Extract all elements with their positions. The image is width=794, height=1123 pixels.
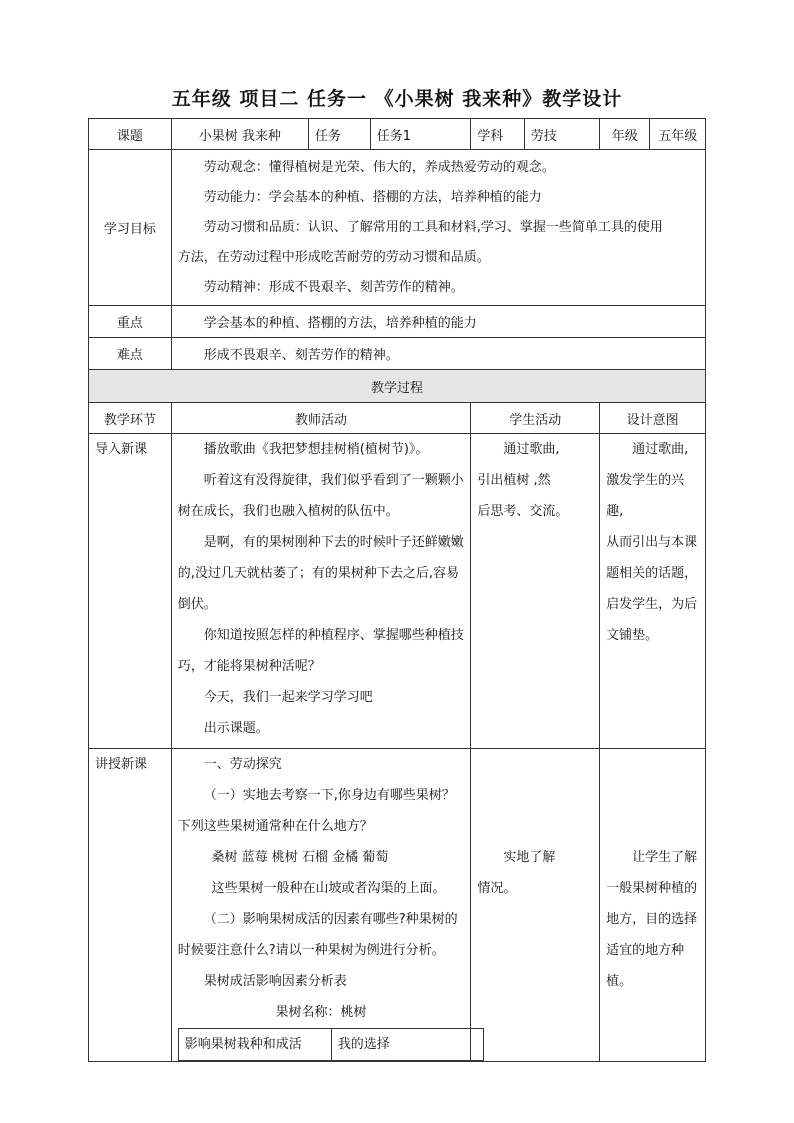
- text-line: 今天，我们一起来学习学习吧: [203, 690, 373, 705]
- text-line: 从而引出与本课: [606, 535, 698, 550]
- choice-column-header: 我的选择: [331, 1029, 483, 1061]
- key-point-text: 学会基本的种植、搭棚的方法，培养种植的能力: [203, 316, 477, 331]
- text-line: 倒伏。: [177, 597, 217, 612]
- lecture-row: [89, 749, 706, 1062]
- goal-line: 劳动能力：学会基本的种植、搭棚的方法，培养种植的能力: [203, 189, 542, 205]
- text-line: 让学生了解: [632, 850, 698, 865]
- text-line: 你知道按照怎样的种植程序、掌握哪些种植技: [203, 628, 464, 643]
- text-line: 出示课题。: [203, 721, 269, 736]
- text-line: 这些果树一般种在山坡或者沟渠的上面。: [211, 881, 446, 896]
- column-header-teacher: 教师活动: [171, 403, 471, 434]
- text-line: 果树成活影响因素分析表: [203, 974, 347, 989]
- text-line: 适宜的地方种植。: [606, 943, 685, 989]
- text-line: 通过歌曲,: [632, 442, 689, 457]
- column-header-stage: 教学环节: [89, 403, 172, 434]
- task-value: 任务1: [370, 119, 471, 150]
- text-line: 听着这有没得旋律，我们似乎看到了一颗颗小: [203, 473, 464, 488]
- column-header-intent: 设计意图: [600, 403, 706, 434]
- key-point-label: 重点: [89, 306, 172, 338]
- lesson-plan-table: [88, 118, 706, 1062]
- task-label: 任务: [308, 119, 370, 150]
- text-line: 实地了解: [503, 850, 556, 865]
- lecture-teacher-activity: [171, 749, 471, 1062]
- text-line: 引出植树 ,然: [477, 473, 551, 488]
- factor-analysis-table: [178, 1028, 484, 1061]
- document-title: 五年级 项目二 任务一 《小果树 我来种》教学设计: [171, 88, 623, 110]
- text-line: 是啊，有的果树刚种下去的时候叶子还鲜嫩嫩: [203, 535, 464, 550]
- process-heading: 教学过程: [89, 370, 706, 403]
- goals-label: 学习目标: [89, 150, 172, 306]
- column-header-student: 学生活动: [471, 403, 600, 434]
- text-line: 树在成长，我们也融入植树的队伍中。: [177, 504, 399, 519]
- text-line: 下列这些果树通常种在什么地方？: [177, 819, 373, 834]
- intro-teacher-activity: [171, 434, 471, 749]
- intro-student-activity: [471, 434, 600, 749]
- text-line: 果树名称：桃树: [275, 1005, 367, 1020]
- factor-column-header: 影响果树栽种和成活: [178, 1029, 331, 1061]
- grade-label: 年级: [600, 119, 650, 150]
- lecture-stage: 讲授新课: [89, 749, 172, 1062]
- text-line: 地方，目的选择: [606, 912, 698, 927]
- text-line: 的,没过几天就枯萎了；有的果树种下去之后,容易: [177, 566, 460, 581]
- goal-line: 劳动习惯和品质：认识、了解常用的工具和材料,学习、掌握一些简单工具的使用: [203, 219, 663, 235]
- subject-label: 学科: [471, 119, 524, 150]
- lecture-student-activity: [471, 749, 600, 1062]
- text-line: 时候要注意什么?请以一种果树为例进行分析。: [177, 943, 445, 958]
- topic-value: 小果树 我来种: [171, 119, 308, 150]
- goals-row: [89, 150, 706, 306]
- key-point-row: [89, 306, 706, 338]
- grade-value: 五年级: [650, 119, 706, 150]
- text-line: 激发学生的兴趣,: [606, 473, 685, 519]
- goal-line: 方法，在劳动过程中形成吃苦耐劳的劳动习惯和品质。: [177, 249, 490, 265]
- text-line: 文铺垫。: [606, 628, 659, 643]
- fruit-list: 桑树 蓝莓 桃树 石榴 金橘 葡萄: [211, 850, 389, 865]
- difficulty-text: 形成不畏艰辛、刻苦劳作的精神。: [203, 348, 399, 363]
- text-line: 通过歌曲,: [503, 442, 560, 457]
- subject-value: 劳技: [524, 119, 599, 150]
- goal-line: 劳动观念：懂得植树是光荣、伟大的，养成热爱劳动的观念。: [203, 159, 555, 175]
- lecture-design-intent: [600, 749, 706, 1062]
- intro-stage: 导入新课: [89, 434, 172, 749]
- text-line: 后思考、交流。: [477, 504, 569, 519]
- text-line: 播放歌曲《我把梦想挂树梢(植树节)》。: [203, 442, 429, 457]
- text-line: 巧，才能将果树种活呢？: [177, 659, 321, 674]
- header-row: [89, 119, 706, 150]
- text-line: 一、劳动探究: [203, 757, 282, 772]
- key-point-value: [171, 306, 705, 338]
- difficulty-row: [89, 338, 706, 370]
- process-columns-row: [89, 403, 706, 434]
- topic-label: 课题: [89, 119, 172, 150]
- difficulty-label: 难点: [89, 338, 172, 370]
- goals-content: [171, 150, 705, 306]
- text-line: （二）影响果树成活的因素有哪些?种果树的: [203, 912, 458, 927]
- difficulty-value: [171, 338, 705, 370]
- text-line: 启发学生，为后: [606, 597, 698, 612]
- text-line: （一）实地去考察一下,你身边有哪些果树？: [203, 788, 455, 803]
- text-line: 题相关的话题，: [606, 566, 698, 581]
- intro-design-intent: [600, 434, 706, 749]
- text-line: 情况。: [477, 881, 517, 896]
- intro-row: [89, 434, 706, 749]
- text-line: 一般果树种植的: [606, 881, 698, 896]
- goal-line: 劳动精神：形成不畏艰辛、刻苦劳作的精神。: [203, 279, 464, 295]
- process-heading-row: [89, 370, 706, 403]
